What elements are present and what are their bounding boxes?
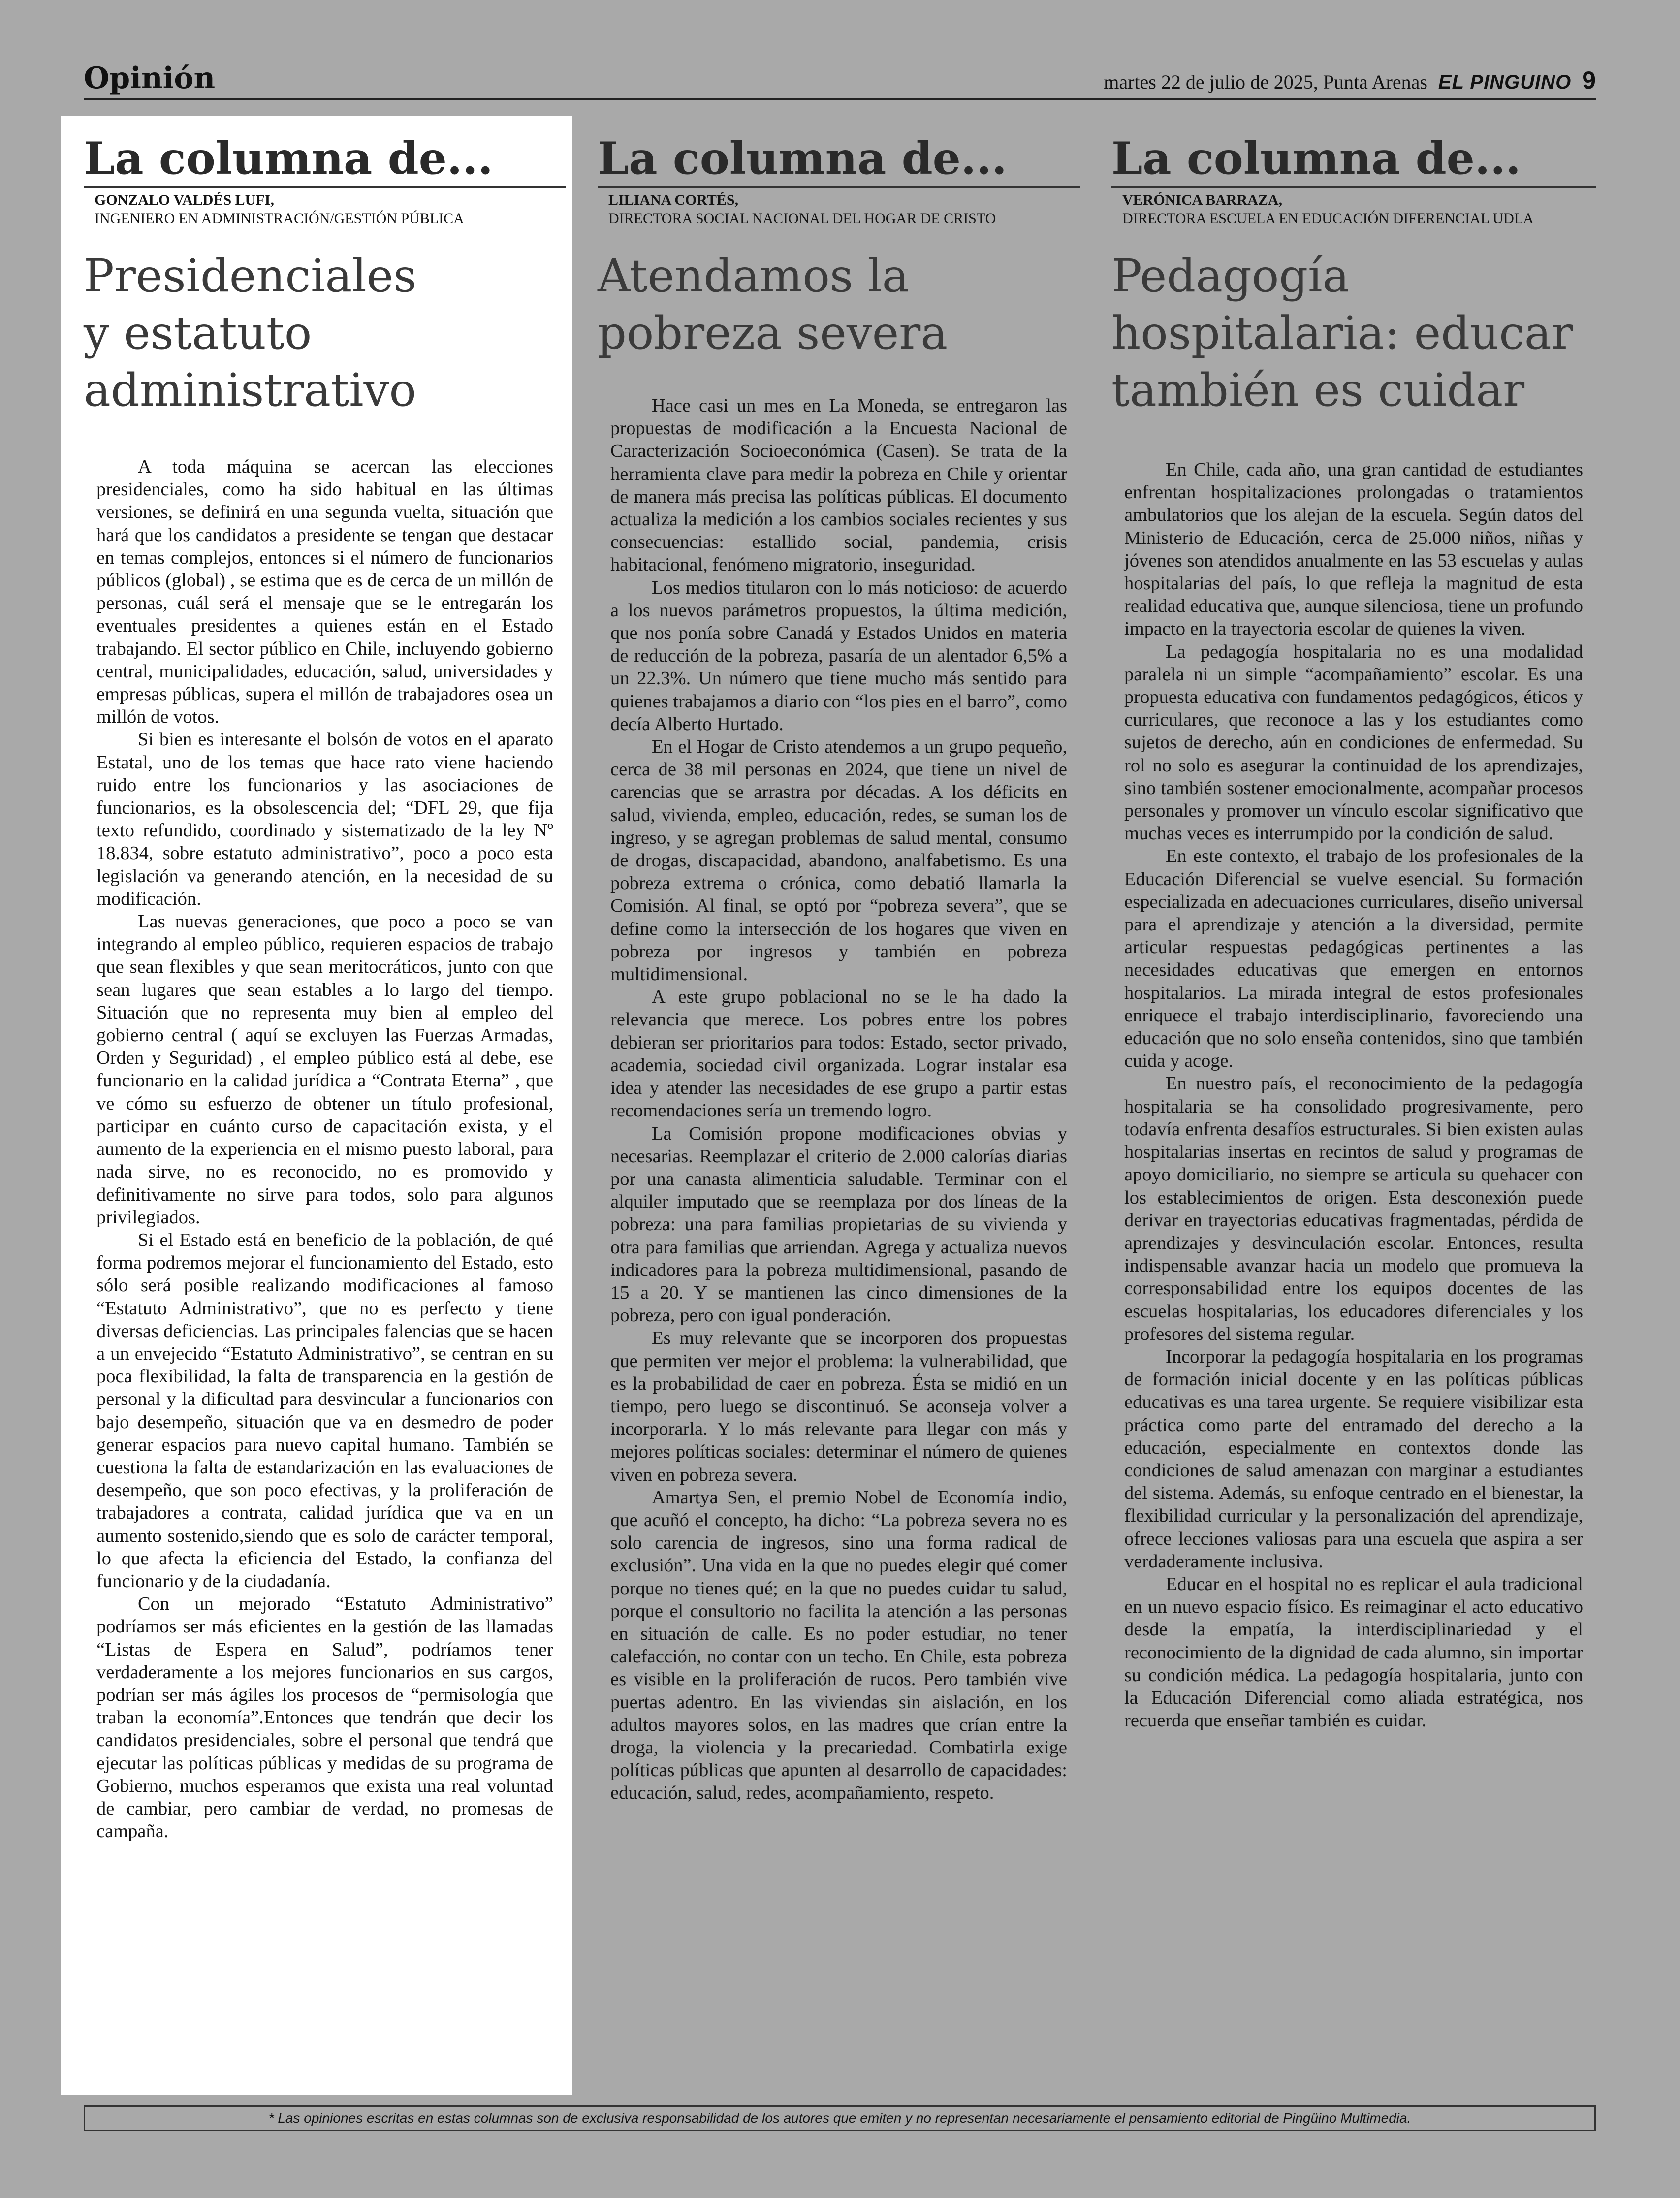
column-1 [84, 133, 566, 1843]
paragraph: Las nuevas generaciones, que poco a poco se van integrando al empleo público, requieren espacios de trabajo que sean flexibles y que sean meritocráticos, junto con que sean lugares que sean estables a lo largo del tiempo. Situación que no representa muy bien al empleo del gobierno central ( aquí se excluyen las Fuerzas Armadas, Orden y Seguridad) , el empleo público está al debe, ese funcionario en la calidad jurídica a “Contrata Eterna” , que ve cómo su esfuerzo de obtener un título profesional, participar en cuánto curso de capacitación exista, y el aumento de la experiencia en el mismo puesto laboral, para nada sirve, no es reconocido, no es promovido y definitivamente no sirve para todos, solo para algunos privilegiados. [96, 911, 553, 1228]
headline [598, 248, 1080, 362]
author-name: LILIANA CORTÉS, [608, 192, 739, 208]
article-body [610, 394, 1067, 1805]
paragraph: La pedagogía hospitalaria no es una modalidad paralela ni un simple “acompañamiento” escolar. Es una propuesta educativa con fundamentos pedagógicos, éticos y curriculares, que reconoce a las y los estudiantes como sujetos de derecho, aún en condiciones de enfermedad. Su rol no solo es asegurar la continuidad de los aprendizajes, sino también sostener emocionalmente, acompañar procesos personales y promover un vínculo escolar significativo que muchas veces es interrumpido por la condición de salud. [1124, 641, 1583, 844]
column-2 [598, 133, 1080, 1805]
article-body [1124, 458, 1583, 1732]
headline-line: Presidenciales [84, 250, 417, 302]
paragraph: Amartya Sen, el premio Nobel de Economía indio, que acuñó el concepto, ha dicho: “La pobreza severa no es solo carencia de ingresos, sino una forma radical de exclusión”. Una vida en la que no puedes elegir qué comer porque no tienes qué; en la que no puedes cuidar tu salud, porque el consultorio no facilita la atención a las personas en situación de calle. Es no poder estudiar, no tener calefacción, no contar con un techo. En Chile, esta pobreza es visible en la proliferación de rucos. Pero también vive puertas adentro. En las viviendas sin aislación, en los adultos mayores solos, en las madres que crían entre la droga, la violencia y la precariedad. Combatirla exige políticas públicas que apunten al desarrollo de capacidades: educación, salud, redes, acompañamiento, respeto. [610, 1487, 1067, 1804]
paragraph: Incorporar la pedagogía hospitalaria en los programas de formación inicial docente y en las políticas públicas educativas es una tarea urgente. Se requiere visibilizar esta práctica como parte del entramado del derecho a la educación, especialmente en contextos donde las condiciones de salud amenazan con marginar a estudiantes del sistema. Además, su enfoque centrado en el bienestar, la flexibilidad curricular y la personalización del aprendizaje, ofrece lecciones valiosas para una escuela que aspira a ser verdaderamente inclusiva. [1124, 1346, 1583, 1572]
author-name: GONZALO VALDÉS LUFI, [95, 192, 274, 208]
section-name: Opinión [84, 61, 216, 96]
paragraph: Si el Estado está en beneficio de la población, de qué forma podremos mejorar el funcionamiento del Estado, esto sólo será posible realizando modificaciones al famoso “Estatuto Administrativo”, que no es perfecto y tiene diversas deficiencias. Las principales falencias que se hacen a un envejecido “Estatuto Administrativo”, se centran en su poca flexibilidad, la falta de transparencia en la gestión de personal y la dificultad para desvincular a funcionarios con bajo desempeño, situación que va en desmedro de poder generar espacios para nuevo capital humano. También se cuestiona la falta de estandarización en las evaluaciones de desempeño, que son poco efectivas, y la proliferación de trabajadores a contrata, calidad jurídica que va en un aumento sostenido,siendo que es solo de carácter temporal, lo que afecta la eficiencia del Estado, la confianza del funcionario y de la ciudadanía. [96, 1229, 553, 1592]
headline-line: Atendamos la [598, 250, 909, 302]
newspaper-logo: EL PINGUINO [1438, 71, 1572, 93]
column-kicker: La columna de... [84, 133, 566, 188]
paragraph: En el Hogar de Cristo atendemos a un grupo pequeño, cerca de 38 mil personas en 2024, que tiene un nivel de carencias que se arrastra por décadas. A los déficits en salud, vivienda, empleo, educación, redes, se suman los de ingreso, y se agregan problemas de salud mental, consumo de drogas, discapacidad, abandono, analfabetismo. Es una pobreza extrema o crónica, como debatió llamarla la Comisión. Al final, se optó por “pobreza severa”, que se define como la intersección de los hogares que viven en pobreza por ingresos y también en pobreza multidimensional. [610, 736, 1067, 985]
paragraph: Hace casi un mes en La Moneda, se entregaron las propuestas de modificación a la Encuesta Nacional de Caracterización Socioeconómica (Casen). Se trata de la herramienta clave para medir la pobreza en Chile y orientar de manera más precisa las políticas públicas. El documento actualiza la medición a los cambios sociales recientes y sus consecuencias: estallido social, pandemia, crisis habitacional, fenómeno migratorio, inseguridad. [610, 395, 1067, 575]
paragraph: Es muy relevante que se incorporen dos propuestas que permiten ver mejor el problema: la vulnerabilidad, que es la probabilidad de caer en pobreza. Ésta se midió en un tiempo, pero luego se discontinuó. Se aconseja volver a incorporarla. Y lo más relevante para llegar con más y mejores políticas sociales: determinar el número de quienes viven en pobreza severa. [610, 1328, 1067, 1485]
disclaimer-text: * Las opiniones escritas en estas columnas son de exclusiva responsabilidad de los autores que emiten y no representan necesariamente el pensamiento editorial de Pingüino Multimedia. [268, 2110, 1411, 2126]
author-role: INGENIERO EN ADMINISTRACIÓN/GESTIÓN PÚBLICA [95, 210, 464, 226]
page-header [84, 58, 1596, 98]
headline [1111, 248, 1596, 419]
headline-line: Pedagogía [1111, 250, 1350, 302]
page-number: 9 [1582, 66, 1596, 94]
headline-line: administrativo [84, 364, 416, 416]
headline-line: y estatuto [84, 307, 312, 359]
article-body [96, 455, 553, 1843]
paragraph: En este contexto, el trabajo de los profesionales de la Educación Diferencial se vuelve esencial. Su formación especializada en adecuaciones curriculares, diseño universal para el aprendizaje y atención a la diversidad, permite articular respuestas pedagógicas pertinentes a las necesidades educativas que emergen en entornos hospitalarios. La mirada integral de estos profesionales enriquece el trabajo interdisciplinario, favoreciendo una educación que no solo enseña contenidos, sino que también cuida y acoge. [1124, 846, 1583, 1072]
column-kicker: La columna de... [1111, 133, 1596, 188]
author-name: VERÓNICA BARRAZA, [1122, 192, 1283, 208]
headline-line: pobreza severa [598, 307, 948, 359]
paragraph: Educar en el hospital no es replicar el aula tradicional en un nuevo espacio físico. Es reimaginar el acto educativo desde la empatía, la interdisciplinariedad y el reconocimiento de la dignidad de cada alumno, sin importar su condición médica. La pedagogía hospitalaria, junto con la Educación Diferencial como aliada estratégica, nos recuerda que enseñar también es cuidar. [1124, 1573, 1583, 1731]
headline [84, 248, 566, 419]
column-3 [1111, 133, 1596, 1732]
author-role: DIRECTORA SOCIAL NACIONAL DEL HOGAR DE CRISTO [608, 210, 996, 226]
paragraph: A este grupo poblacional no se le ha dado la relevancia que merece. Los pobres entre los pobres debieran ser prioritarios para todos: Estado, sector privado, academia, sociedad civil organizada. Lograr instalar esa idea y atender las necesidades de ese grupo a partir estas recomendaciones sería un tremendo logro. [610, 987, 1067, 1121]
author-role: DIRECTORA ESCUELA EN EDUCACIÓN DIFERENCIAL UDLA [1122, 210, 1534, 226]
paragraph: Los medios titularon con lo más noticioso: de acuerdo a los nuevos parámetros propuestos, la última medición, que nos ponía sobre Canadá y Estados Unidos en materia de reducción de la pobreza, pasaría de un alentador 6,5% a un 22.3%. Un número que tiene mucho más sentido para quienes trabajamos a diario con “los pies en el barro”, como decía Alberto Hurtado. [610, 577, 1067, 734]
paragraph: Si bien es interesante el bolsón de votos en el aparato Estatal, uno de los temas que hace rato viene haciendo ruido entre los funcionarios y las asociaciones de funcionarios, es la obsolescencia del; “DFL 29, que fija texto refundido, coordinado y sistematizado de la ley Nº 18.834, sobre estatuto administrativo”, poco a poco esta legislación va generando atención, en la necesidad de su modificación. [96, 729, 553, 909]
paragraph: Con un mejorado “Estatuto Administrativo” podríamos ser más eficientes en la gestión de las llamadas “Listas de Espera en Salud”, podríamos tener verdaderamente a los mejores funcionarios en sus cargos, podrían ser más ágiles los procesos de “permisología que traban la economía”.Entonces que tendrán que decir los candidatos presidenciales, sobre el personal que tendrá que ejecutar las políticas públicas y medidas de su programa de Gobierno, muchos esperamos que exista una real voluntad de cambiar, pero cambiar de verdad, no promesas de campaña. [96, 1593, 553, 1842]
paragraph: En nuestro país, el reconocimiento de la pedagogía hospitalaria se ha consolidado progresivamente, pero todavía enfrenta desafíos estructurales. Si bien existen aulas hospitalarias insertas en recintos de salud y programas de apoyo domiciliario, no siempre se articula su quehacer con los establecimientos de origen. Esta desconexión puede derivar en trayectorias educativas fragmentadas, pérdida de aprendizajes y desvinculación escolar. Entonces, resulta indispensable avanzar hacia un modelo que promueva la corresponsabilidad entre los equipos docentes de las escuelas hospitalarias, los educadores diferenciales y los profesores del sistema regular. [1124, 1073, 1583, 1344]
header-right [1104, 66, 1596, 95]
column-kicker: La columna de... [598, 133, 1080, 188]
paragraph: A toda máquina se acercan las elecciones presidenciales, como ha sido habitual en las últimas versiones, se definirá en una segunda vuelta, situación que hará que los candidatos a presidente se tengan que destacar en temas complejos, entonces si el número de funcionarios públicos (global) , se estima que es de cerca de un millón de personas, cuál será el mensaje que se le entregarán los eventuales presidentes a quienes están en el Estado trabajando. El sector público en Chile, incluyendo gobierno central, municipalidades, educación, salud, universidades y empresas públicas, supera el millón de trabajadores osea un millón de votos. [96, 456, 553, 728]
footer-disclaimer [84, 2105, 1596, 2131]
headline-line: también es cuidar [1111, 364, 1525, 416]
paragraph: La Comisión propone modificaciones obvias y necesarias. Reemplazar el criterio de 2.000 calorías diarias por una canasta alimenticia saludable. Terminar con el alquiler imputado que se reemplaza por dos líneas de la pobreza: una para familias propietarias de su vivienda y otra para familias que arriendan. Agrega y actualiza nuevos indicadores para la pobreza multidimensional, pasando de 15 a 20. Y se mantienen las cinco dimensiones de la pobreza, pero con igual ponderación. [610, 1123, 1067, 1326]
paragraph: En Chile, cada año, una gran cantidad de estudiantes enfrentan hospitalizaciones prolongadas o tratamientos ambulatorios que los alejan de la escuela. Según datos del Ministerio de Educación, cerca de 25.000 niños, niñas y jóvenes son atendidos anualmente en las 53 escuelas y aulas hospitalarias del país, lo que refleja la magnitud de esta realidad educativa que, aunque silenciosa, tiene un profundo impacto en la trayectoria escolar de quienes la viven. [1124, 459, 1583, 639]
headline-line: hospitalaria: educar [1111, 307, 1573, 359]
header-rule [84, 98, 1596, 100]
dateline: martes 22 de julio de 2025, Punta Arenas [1104, 71, 1427, 93]
